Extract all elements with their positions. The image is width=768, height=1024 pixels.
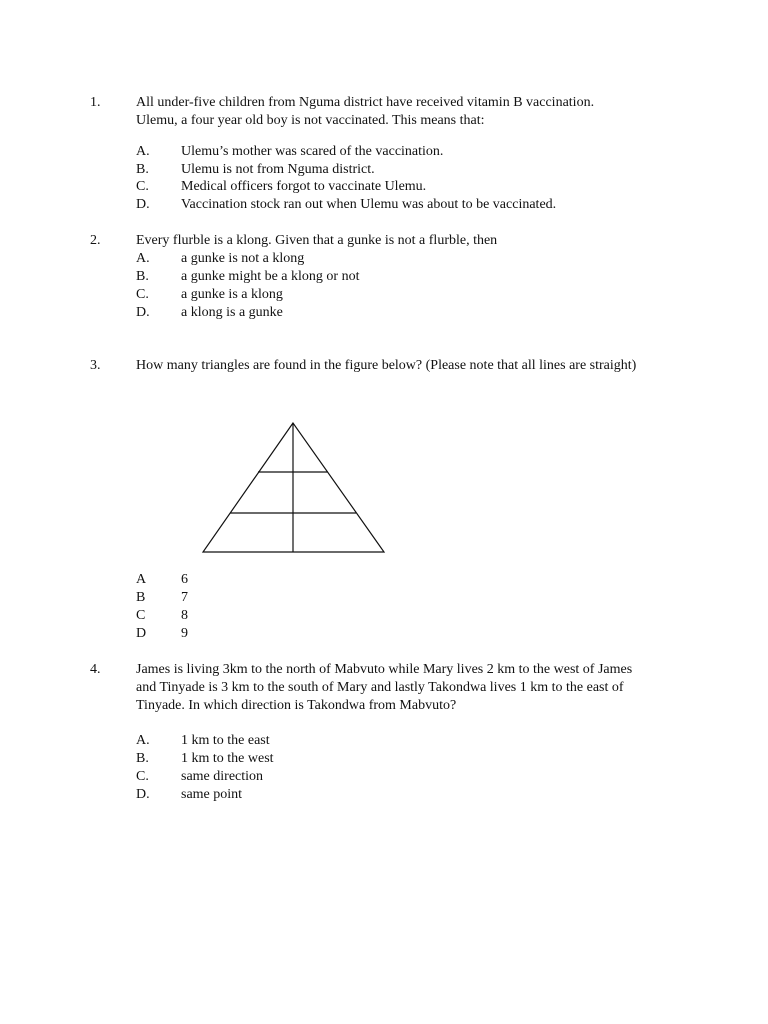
question-4-option-b-text: 1 km to the west bbox=[181, 751, 274, 766]
question-2-option-c-text: a gunke is a klong bbox=[181, 287, 283, 302]
question-2-option-d-letter: D. bbox=[136, 305, 150, 320]
question-3-option-a-letter: A bbox=[136, 572, 147, 587]
question-2-option-b-letter: B. bbox=[136, 269, 149, 284]
question-4-option-c-letter: C. bbox=[136, 769, 149, 784]
question-1-option-d-letter: D. bbox=[136, 197, 150, 212]
question-3-option-a-text: 6 bbox=[181, 572, 188, 587]
question-1-option-a-text: Ulemu’s mother was scared of the vaccination. bbox=[181, 144, 444, 159]
question-1-stem-line-1: All under-five children from Nguma district have received vitamin B vaccination. bbox=[136, 95, 595, 110]
question-2-option-a-text: a gunke is not a klong bbox=[181, 251, 305, 266]
question-2-option-b-text: a gunke might be a klong or not bbox=[181, 269, 360, 284]
question-1-number: 1. bbox=[90, 95, 101, 110]
question-1-option-c-text: Medical officers forgot to vaccinate Ulemu. bbox=[181, 179, 427, 194]
question-4-option-d-letter: D. bbox=[136, 787, 150, 802]
question-3-option-d-text: 9 bbox=[181, 626, 188, 641]
question-3-option-c-text: 8 bbox=[181, 608, 188, 623]
question-2-option-a-letter: A. bbox=[136, 251, 150, 266]
question-4-stem-line-2: and Tinyade is 3 km to the south of Mary and lastly Takondwa lives 1 km to the east of bbox=[136, 680, 624, 695]
question-4-stem-line-3: Tinyade. In which direction is Takondwa from Mabvuto? bbox=[136, 698, 457, 713]
question-3-option-b-text: 7 bbox=[181, 590, 188, 605]
question-3-stem-line-1: How many triangles are found in the figure below? (Please note that all lines are straight) bbox=[136, 358, 637, 373]
question-2-option-c-letter: C. bbox=[136, 287, 149, 302]
question-2-number: 2. bbox=[90, 233, 101, 248]
question-1-option-d-text: Vaccination stock ran out when Ulemu was about to be vaccinated. bbox=[181, 197, 557, 212]
question-4-option-c-text: same direction bbox=[181, 769, 264, 784]
question-1-option-c-letter: C. bbox=[136, 179, 149, 194]
question-3-option-c-letter: C bbox=[136, 608, 146, 623]
question-1-option-a-letter: A. bbox=[136, 144, 150, 159]
question-1-option-b-letter: B. bbox=[136, 162, 149, 177]
question-1-option-b-text: Ulemu is not from Nguma district. bbox=[181, 162, 375, 177]
question-4-option-a-letter: A. bbox=[136, 733, 150, 748]
question-4-option-d-text: same point bbox=[181, 787, 243, 802]
question-3-option-d-letter: D bbox=[136, 626, 147, 641]
question-4-stem-line-1: James is living 3km to the north of Mabvuto while Mary lives 2 km to the west of James bbox=[136, 662, 633, 677]
triangle-figure bbox=[200, 418, 390, 558]
question-4-number: 4. bbox=[90, 662, 101, 677]
question-1-stem-line-2: Ulemu, a four year old boy is not vaccinated. This means that: bbox=[136, 113, 485, 128]
question-2-stem-line-1: Every flurble is a klong. Given that a gunke is not a flurble, then bbox=[136, 233, 498, 248]
question-2-option-d-text: a klong is a gunke bbox=[181, 305, 283, 320]
question-4-option-b-letter: B. bbox=[136, 751, 149, 766]
question-3-number: 3. bbox=[90, 358, 101, 373]
question-3-option-b-letter: B bbox=[136, 590, 146, 605]
question-4-option-a-text: 1 km to the east bbox=[181, 733, 270, 748]
